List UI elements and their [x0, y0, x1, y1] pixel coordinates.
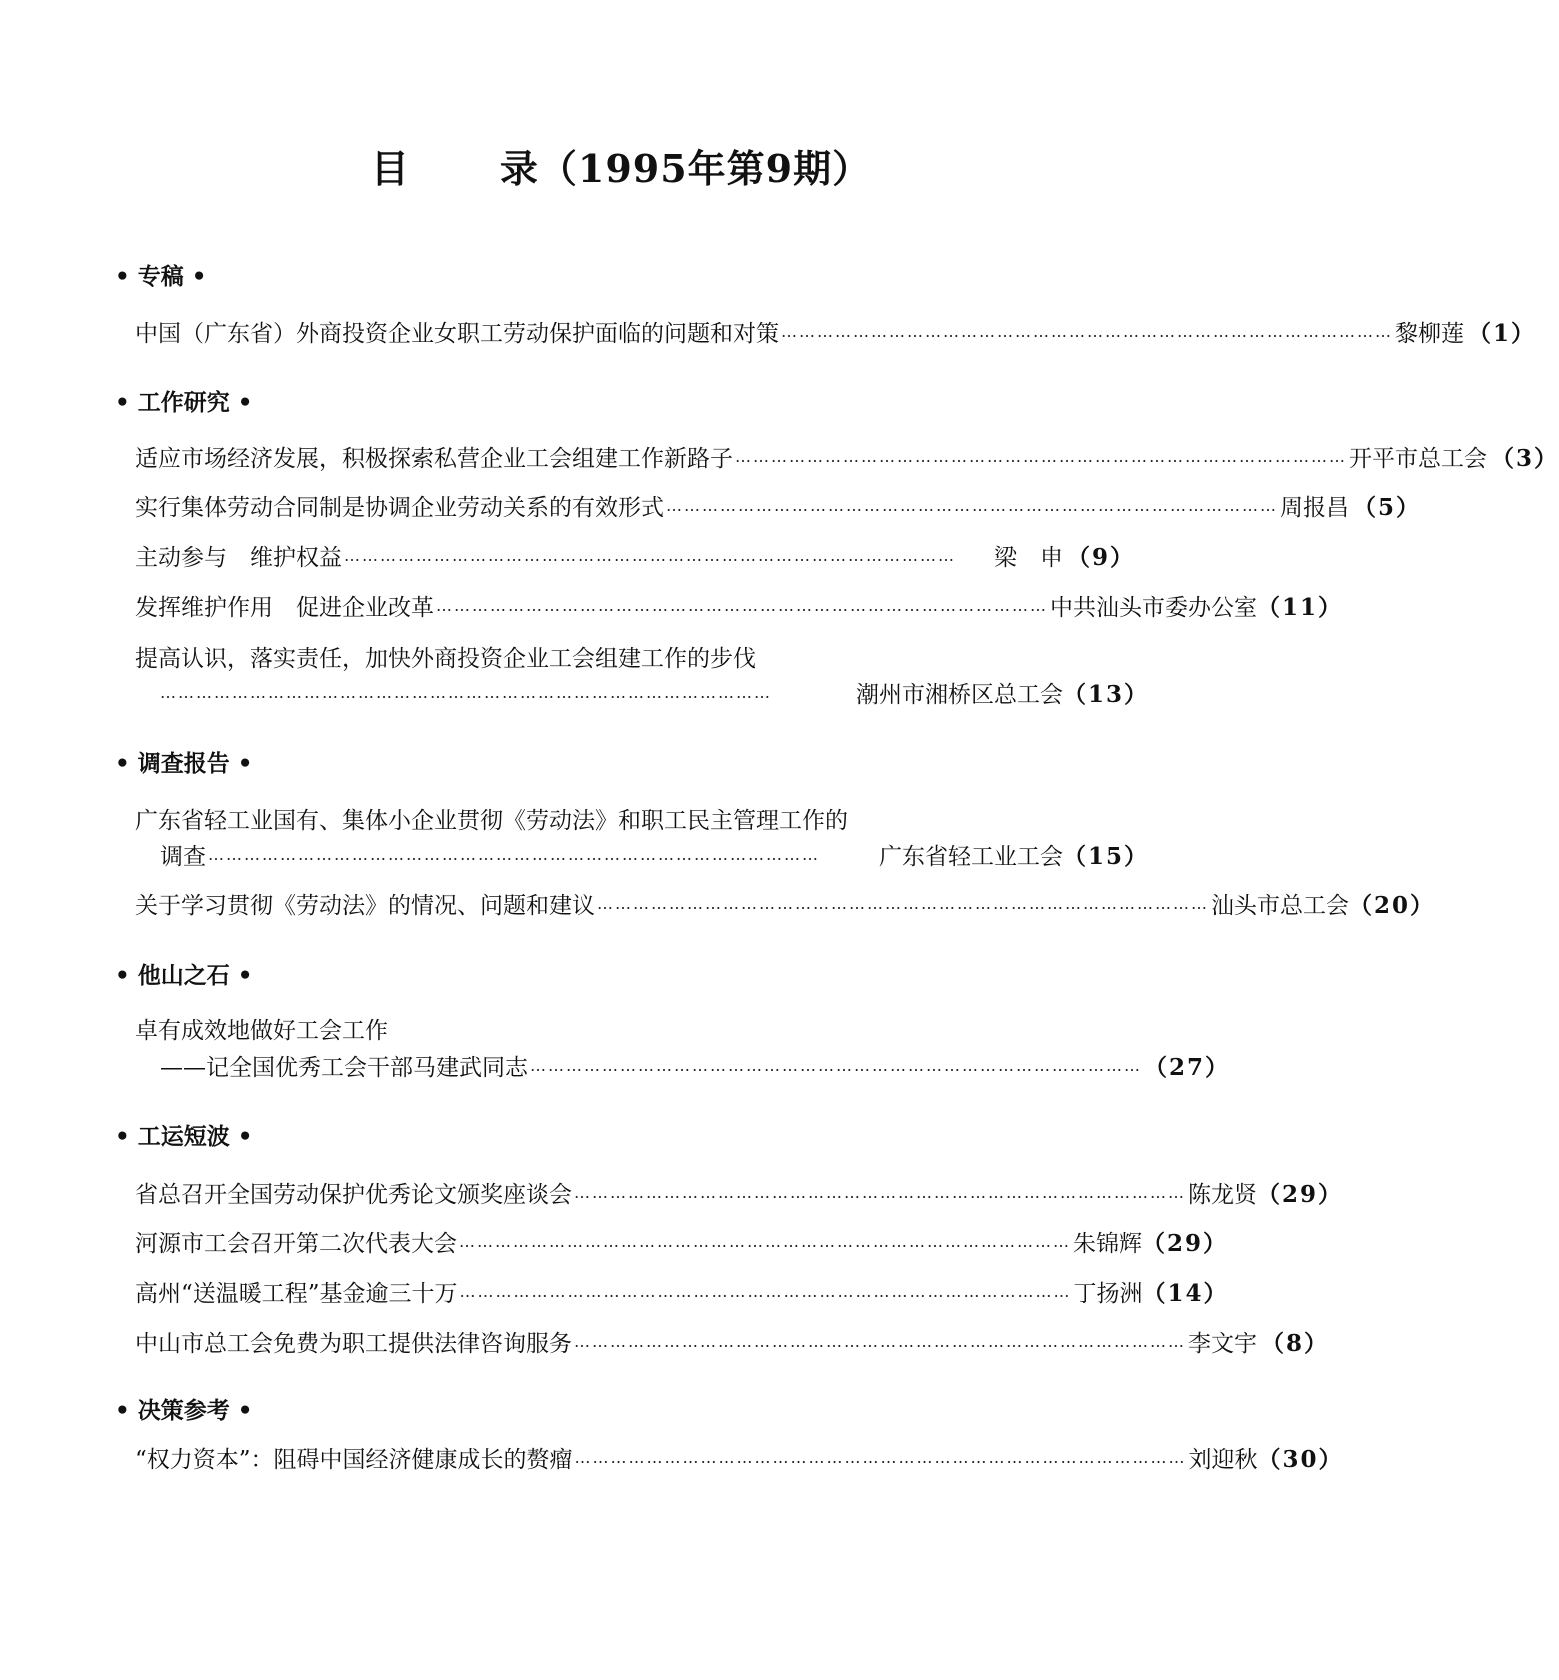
toc-entry-page: （29） [1142, 1229, 1229, 1257]
toc-entry-author: 李文宇 [1188, 1330, 1257, 1357]
toc-entry-page: （30） [1257, 1445, 1344, 1473]
toc-entry-author: 中共汕头市委办公室 [1050, 594, 1257, 621]
toc-entry[interactable] [135, 588, 1344, 622]
toc-entry-title: “权力资本”：阻碍中国经济健康成长的赘瘤 [135, 1446, 573, 1473]
toc-entry-title: 主动参与 维护权益 [135, 544, 342, 571]
toc-entry[interactable] [135, 314, 1536, 348]
toc-entry-page: （27） [1144, 1053, 1231, 1081]
dot-leader: ………………………………………………………………………………………… [208, 844, 820, 864]
toc-entry-page: （29） [1257, 1180, 1344, 1208]
section-heading-labor-news: • 工运短波 • [115, 1124, 253, 1150]
toc-entry-author: 广东省轻工业工会 [879, 843, 1063, 870]
toc-entry-author: 周报昌 [1280, 494, 1349, 521]
toc-entry-page: （5） [1352, 493, 1421, 521]
section-heading-work-research: • 工作研究 • [115, 390, 253, 416]
dot-leader: ………………………………………………………………………………………… [344, 545, 956, 565]
toc-entry-title: 适应市场经济发展，积极探索私营企业工会组建工作新路子 [135, 445, 733, 472]
dot-leader: ………………………………………………………………………………………… [160, 682, 772, 702]
dot-leader: ………………………………………………………………………………………… [781, 321, 1393, 341]
dot-leader: ………………………………………………………………………………………… [459, 1281, 1072, 1301]
toc-entry-title: 河源市工会召开第二次代表大会 [135, 1230, 457, 1257]
toc-entry[interactable] [135, 538, 1135, 572]
toc-entry-page: （1） [1467, 319, 1536, 347]
page-title-main: 目 [370, 146, 410, 191]
toc-entry[interactable] [135, 1175, 1344, 1209]
section-heading-other-experience: • 他山之石 • [115, 963, 253, 989]
toc-entry[interactable] [160, 675, 1150, 709]
dot-leader: ………………………………………………………………………………………… [597, 893, 1209, 913]
toc-entry[interactable] [135, 1224, 1229, 1258]
toc-entry-title-line[interactable]: 提高认识，落实责任，加快外商投资企业工会组建工作的步伐 [135, 646, 756, 672]
toc-entry[interactable] [135, 1274, 1229, 1308]
toc-entry-page: （20） [1349, 891, 1436, 919]
dot-leader: ………………………………………………………………………………………… [436, 595, 1048, 615]
toc-entry[interactable] [135, 1324, 1329, 1358]
section-heading-special: • 专稿 • [115, 264, 207, 290]
toc-entry-subtitle: ——记全国优秀工会干部马建武同志 [160, 1054, 528, 1081]
dot-leader: ………………………………………………………………………………………… [735, 446, 1347, 466]
toc-entry-title-cont: 调查 [160, 843, 206, 870]
toc-entry-title: 中山市总工会免费为职工提供法律咨询服务 [135, 1330, 572, 1357]
page-title [0, 138, 1242, 193]
toc-entry[interactable] [160, 1048, 1231, 1082]
toc-entry-author: 朱锦辉 [1073, 1230, 1142, 1257]
toc-entry-title: 实行集体劳动合同制是协调企业劳动关系的有效形式 [135, 494, 664, 521]
toc-entry-page: （14） [1142, 1279, 1229, 1307]
toc-entry-author: 陈龙贤 [1188, 1181, 1257, 1208]
dot-leader: ………………………………………………………………………………………… [666, 495, 1278, 515]
dot-leader: ………………………………………………………………………………………… [574, 1447, 1187, 1467]
toc-entry-page: （11） [1257, 593, 1344, 621]
toc-entry-author: 潮州市湘桥区总工会 [856, 681, 1063, 708]
toc-entry-author: 黎柳莲 [1395, 320, 1464, 347]
toc-entry-author: 开平市总工会 [1349, 445, 1487, 472]
toc-entry[interactable] [135, 886, 1436, 920]
toc-entry-page: （9） [1066, 543, 1135, 571]
toc-entry-page: （13） [1063, 680, 1150, 708]
section-heading-survey-report: • 调查报告 • [115, 751, 253, 777]
toc-entry-author: 梁 申 [994, 544, 1063, 571]
toc-entry-author: 刘迎秋 [1188, 1446, 1258, 1473]
toc-entry[interactable] [135, 1440, 1344, 1474]
toc-entry-title: 高州“送温暖工程”基金逾三十万 [135, 1280, 458, 1307]
toc-entry-title: 省总召开全国劳动保护优秀论文颁奖座谈会 [135, 1181, 572, 1208]
toc-entry-title-line[interactable]: 广东省轻工业国有、集体小企业贯彻《劳动法》和职工民主管理工作的 [135, 808, 848, 834]
toc-entry-title: 发挥维护作用 促进企业改革 [135, 594, 434, 621]
toc-entry-page: （3） [1490, 444, 1559, 472]
toc-entry[interactable] [135, 439, 1559, 473]
toc-entry[interactable] [160, 837, 1150, 871]
toc-entry-title: 中国（广东省）外商投资企业女职工劳动保护面临的问题和对策 [135, 320, 779, 347]
toc-entry-title-line[interactable]: 卓有成效地做好工会工作 [135, 1018, 388, 1044]
toc-entry-title: 关于学习贯彻《劳动法》的情况、问题和建议 [135, 892, 595, 919]
toc-entry-author: 汕头市总工会 [1211, 892, 1349, 919]
page-title-issue: 录（1995年第9期） [499, 146, 872, 191]
toc-entry-page: （15） [1063, 842, 1150, 870]
toc-entry-page: （8） [1260, 1329, 1329, 1357]
toc-entry[interactable] [135, 488, 1421, 522]
dot-leader: ………………………………………………………………………………………… [530, 1055, 1142, 1075]
dot-leader: ………………………………………………………………………………………… [574, 1331, 1186, 1351]
dot-leader: ………………………………………………………………………………………… [459, 1231, 1071, 1251]
section-heading-policy-reference: • 决策参考 • [115, 1398, 253, 1424]
dot-leader: ………………………………………………………………………………………… [574, 1182, 1186, 1202]
toc-entry-author: 丁扬洲 [1073, 1280, 1143, 1307]
